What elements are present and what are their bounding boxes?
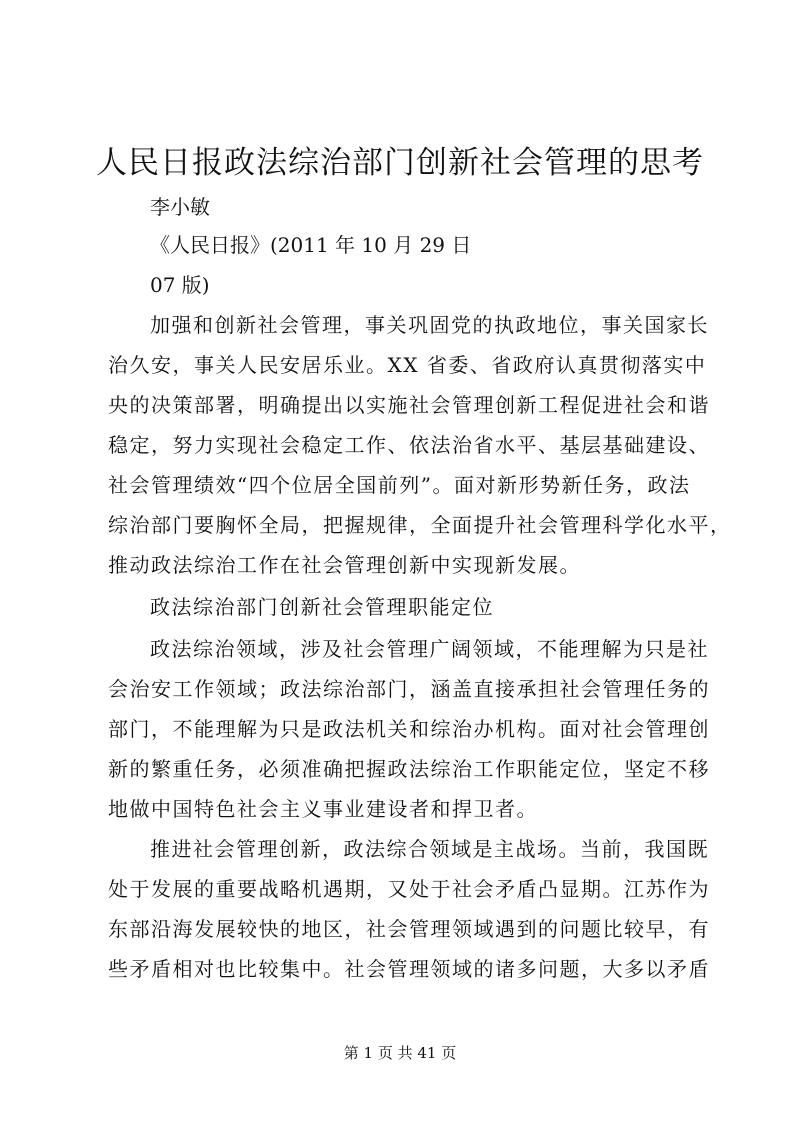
body-line: 会治安工作领域；政法综治部门，涵盖直接承担社会管理任务的: [108, 677, 710, 701]
author: 李小敏: [150, 195, 210, 219]
body-line: 些矛盾相对也比较集中。社会管理领域的诸多问题，大多以矛盾: [108, 957, 710, 981]
body-line: 治久安，事关人民安居乐业。XX 省委、省政府认真贯彻落实中: [108, 353, 707, 377]
body-line: 推进社会管理创新，政法综合领域是主战场。当前，我国既: [150, 837, 709, 861]
body-line: 综治部门要胸怀全局，把握规律，全面提升社会管理科学化水平，: [108, 513, 732, 537]
source-line-1: 《人民日报》(2011 年 10 月 29 日: [150, 233, 472, 257]
body-line: 部门，不能理解为只是政法机关和综治办机构。面对社会管理创: [108, 717, 710, 741]
body-line: 地做中国特色社会主义事业建设者和捍卫者。: [108, 797, 538, 821]
body-line: 新的繁重任务，必须准确把握政法综治工作职能定位，坚定不移: [108, 757, 710, 781]
source-line-2: 07 版): [150, 273, 210, 297]
page-footer: 第 1 页 共 41 页: [343, 1044, 457, 1062]
section-heading: 政法综治部门创新社会管理职能定位: [150, 595, 494, 619]
body-line: 央的决策部署，明确提出以实施社会管理创新工程促进社会和谐: [108, 393, 710, 417]
body-line: 加强和创新社会管理，事关巩固党的执政地位，事关国家长: [150, 313, 709, 337]
body-line: 稳定，努力实现社会稳定工作、依法治省水平、基层基础建设、: [108, 433, 710, 457]
body-line: 社会管理绩效“四个位居全国前列”。面对新形势新任务，政法: [108, 473, 691, 497]
body-line: 处于发展的重要战略机遇期，又处于社会矛盾凸显期。江苏作为: [108, 877, 710, 901]
body-line: 东部沿海发展较快的地区，社会管理领域遇到的问题比较早，有: [108, 917, 710, 941]
body-line: 政法综治领域，涉及社会管理广阔领域，不能理解为只是社: [150, 637, 709, 661]
document-title: 人民日报政法综治部门创新社会管理的思考: [96, 145, 704, 181]
body-line: 推动政法综治工作在社会管理创新中实现新发展。: [108, 553, 581, 577]
